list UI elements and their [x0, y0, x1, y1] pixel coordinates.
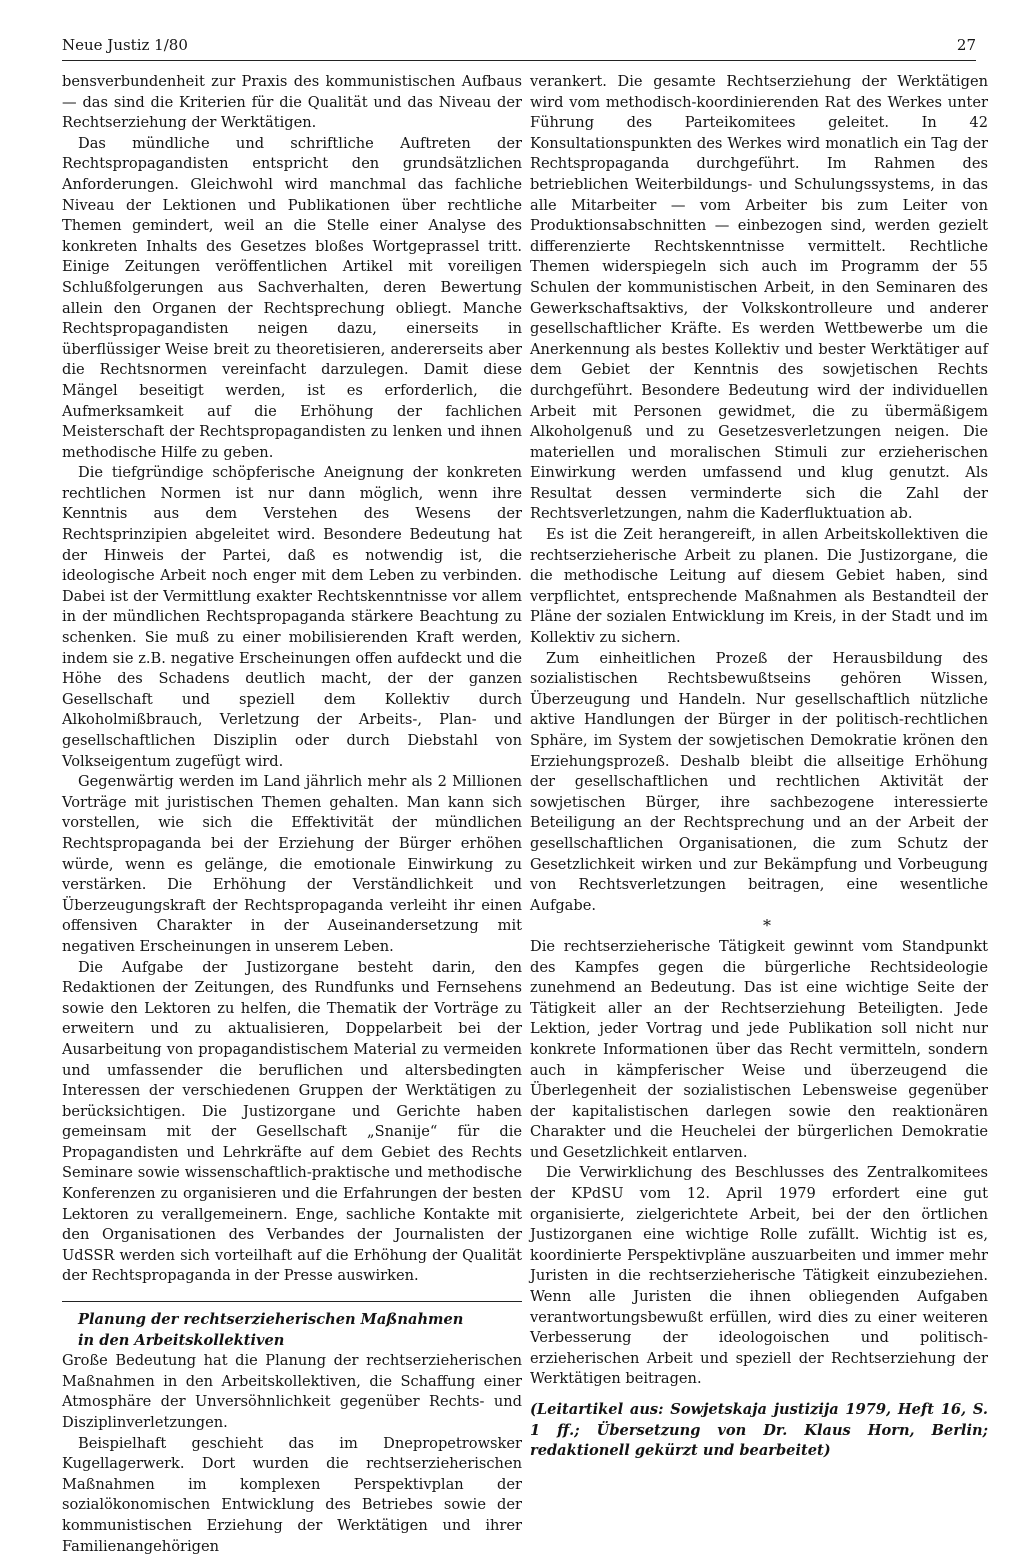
paragraph: bensverbundenheit zur Praxis des kommunistischen Aufbaus — das sind die Kriterien für die Qualität und das Niveau der Rechtserziehung der Werktätigen.	[62, 73, 522, 132]
paragraph: verankert. Die gesamte Rechtserziehung der Werktätigen wird vom methodisch-koordinierenden Rat des Werkes unter Führung des Parteikomitees geleitet. In 42 Konsultationspunkten des Werkes wird monatlich ein Tag der Rechtspropaganda durchgeführt. Im Rahmen des betrieblichen Weiterbildungs- und Schulungssystems, in das alle Mitarbeiter — vom Arbeiter bis zum Leiter von Produktionsabschnitten — einbezogen sind, werden gezielt differenzierte Rechtskenntnisse vermittelt. Rechtliche Themen widerspiegeln sich auch im Programm der 55 Schulen der kommunistischen Arbeit, in den Seminaren des Gewerkschaftsaktivs, der Volkskontrolleure und anderer gesellschaftlicher Kräfte. Es werden Wettbewerbe um die Anerkennung als bestes Kollektiv und bester Werktätiger auf dem Gebiet der Kenntnis des sowjetischen Rechts durchgeführt. Besondere Bedeutung wird der individuellen Arbeit mit Personen gewidmet, die zu übermäßigem Alkoholgenuß und zu Gesetzesverletzungen neigen. Die materiellen und moralischen Stimuli zur erzieherischen Einwirkung werden umfassend und klug genutzt. Als Resultat dessen verminderte sich die Zahl der Rechtsverletzungen, nahm die Kaderfluktuation ab.	[530, 73, 988, 523]
paragraph: Die tiefgründige schöpferische Aneignung der konkreten rechtlichen Normen ist nur dann möglich, wenn ihre Kenntnis aus dem Verstehen des Wesens der Rechtsprinzipien abgeleitet wird. Besondere Bedeutung hat der Hinweis der Partei, daß es notwendig ist, die ideologische Arbeit noch enger mit dem Leben zu verbinden. Dabei ist der Vermittlung exakter Rechtskenntnisse vor allem in der mündlichen Rechtspropaganda stärkere Beachtung zu schenken. Sie muß zu einer mobilisierenden Kraft werden, indem sie z.B. negative Erscheinungen offen aufdeckt und die Höhe des Schadens deutlich macht, der der ganzen Gesellschaft und speziell dem Kollektiv durch Alkoholmißbrauch, Verletzung der Arbeits-, Plan- und gesellschaftlichen Disziplin oder durch Diebstahl von Volkseigentum zugefügt wird.	[62, 464, 522, 770]
paragraph: Große Bedeutung hat die Planung der rechtserzieherischen Maßnahmen in den Arbeitskollektiven, die Schaffung einer Atmosphäre der Unversöhnlichkeit gegenüber Rechts- und Disziplinverletzungen.	[62, 1352, 522, 1431]
paragraph: Die rechtserzieherische Tätigkeit gewinnt vom Standpunkt des Kampfes gegen die bürgerliche Rechtsideologie zunehmend an Bedeutung. Das ist eine wichtige Seite der Tätigkeit aller an der Rechtserziehung Beteiligten. Jede Lektion, jeder Vortrag und jede Publikation soll nicht nur konkrete Informationen über das Recht vermitteln, sondern auch in kämpferischer Weise und überzeugend die Überlegenheit der sozialistischen Lebensweise gegenüber der kapitalistischen darlegen sowie den reaktionären Charakter und die Heuchelei der bürgerlichen Demokratie und Gesetzlichkeit entlarven.	[530, 937, 988, 1161]
paragraph: Die Aufgabe der Justizorgane besteht darin, den Redaktionen der Zeitungen, des Rundfunks und Fernsehens sowie den Lektoren zu helfen, die Thematik der Vorträge zu erweitern und zu aktualisieren, Doppelarbeit bei der Ausarbeitung von propagandistischem Material zu vermeiden und umfassender die beruflichen und altersbedingten Interessen der verschiedenen Gruppen der Werktätigen zu berücksichtigen. Die Justizorgane und Gerichte haben gemeinsam mit der Gesellschaft „Snanije“ für die Propagandisten und Lehrkräfte auf dem Gebiet des Rechts Seminare sowie wissenschaftlich-praktische und methodische Konferenzen zu organisieren und die Erfahrungen der besten Lektoren zu verallgemeinern. Enge, sachliche Kontakte mit den Organisationen des Verbandes der Journalisten der UdSSR werden sich vorteilhaft auf die Erhöhung der Qualität der Rechtspropaganda in der Presse auswirken.	[62, 958, 522, 1285]
section-rule	[62, 1301, 522, 1302]
section-heading	[62, 1310, 522, 1351]
header-rule	[62, 60, 976, 61]
paragraph: Zum einheitlichen Prozeß der Herausbildung des sozialistischen Rechtsbewußtseins gehören Wissen, Überzeugung und Handeln. Nur gesellschaftlich nützliche aktive Handlungen der Bürger in der politisch-rechtlichen Sphäre, im System der sowjetischen Demokratie krönen den Erziehungsprozeß. Deshalb bleibt die allseitige Erhöhung der gesellschaftlichen und rechtlichen Aktivität der sowjetischen Bürger, ihre sachbezogene interessierte Beteiligung an der Rechtsprechung und an der Arbeit der gesellschaftlichen Organisationen, die zum Schutz der Gesetzlichkeit wirken und zur Bekämpfung und Vorbeugung von Rechtsverletzungen beitragen, eine wesentliche Aufgabe.	[530, 649, 988, 914]
section-heading-line: in den Arbeitskollektiven	[78, 1331, 285, 1349]
paragraph: Das mündliche und schriftliche Auftreten der Rechtspropagandisten entspricht den grundsätzlichen Anforderungen. Gleichwohl wird manchmal das fachliche Niveau der Lektionen und Publikationen über rechtliche Themen gemindert, weil an die Stelle einer Analyse des konkreten Inhalts des Gesetzes bloßes Wortgeprassel tritt. Einige Zeitungen veröffentlichen Artikel mit voreiligen Schlußfolgerungen aus Sachverhalten, deren Bewertung allein den Organen der Rechtsprechung obliegt. Manche Rechtspropagandisten neigen dazu, einerseits in überflüssiger Weise breit zu theoretisieren, andererseits aber die Rechtsnormen vereinfacht darzulegen. Damit diese Mängel beseitigt werden, ist es erforderlich, die Aufmerksamkeit auf die Erhöhung der fachlichen Meisterschaft der Rechtspropagandisten zu lenken und ihnen methodische Hilfe zu geben.	[62, 134, 522, 461]
right-column	[530, 72, 988, 1462]
page-header	[62, 36, 976, 60]
section-heading-line: Planung der rechtserzieherischen Maßnahmen	[78, 1311, 464, 1329]
left-column	[62, 72, 522, 1557]
paragraph: Gegenwärtig werden im Land jährlich mehr als 2 Millionen Vorträge mit juristischen Themen gehalten. Man kann sich vorstellen, wie sich die Effektivität der mündlichen Rechtspropaganda bei der Erziehung der Bürger erhöhen würde, wenn es gelänge, die emotionale Einwirkung zu verstärken. Die Erhöhung der Verständlichkeit und Überzeugungskraft der Rechtspropaganda verleiht ihr einen offensiven Charakter in der Auseinandersetzung mit negativen Erscheinungen in unserem Leben.	[62, 773, 522, 955]
section-separator: *	[763, 916, 771, 936]
paragraph: Es ist die Zeit herangereift, in allen Arbeitskollektiven die rechtserzieherische Arbeit zu planen. Die Justizorgane, die die methodische Leitung auf diesem Gebiet haben, sind verpflichtet, entsprechende Maßnahmen als Bestandteil der Pläne der sozialen Entwicklung im Kreis, in der Stadt und im Kollektiv zu sichern.	[530, 526, 988, 647]
page-number: 27	[956, 36, 976, 54]
source-note: (Leitartikel aus: Sowjetskaja justizija 1979, Heft 16, S. 1 ff.; Übersetzung von Dr. Klaus Horn, Berlin; redaktionell gekürzt und bearbeitet)	[530, 1401, 988, 1460]
journal-title: Neue Justiz 1/80	[62, 36, 188, 54]
paragraph: Die Verwirklichung des Beschlusses des Zentralkomitees der KPdSU vom 12. April 1979 erfordert eine gut organisierte, zielgerichtete Arbeit, bei der den örtlichen Justizorganen eine wichtige Rolle zufällt. Wichtig ist es, koordinierte Perspektivpläne auszuarbeiten und immer mehr Juristen in die rechtserzieherische Tätigkeit einzubeziehen. Wenn alle Juristen die ihnen obliegenden Aufgaben verantwortungsbewußt erfüllen, wird dies zu einer weiteren Verbesserung der ideologoischen und politisch-erzieherischen Arbeit und speziell der Rechtserziehung der Werktätigen beitragen.	[530, 1164, 988, 1388]
paragraph: Beispielhaft geschieht das im Dnepropetrowsker Kugellagerwerk. Dort wurden die rechtserzieherischen Maßnahmen im komplexen Perspektivplan der sozialökonomischen Entwicklung des Betriebes sowie der kommunistischen Erziehung der Werktätigen und ihrer Familienangehörigen	[62, 1434, 522, 1555]
